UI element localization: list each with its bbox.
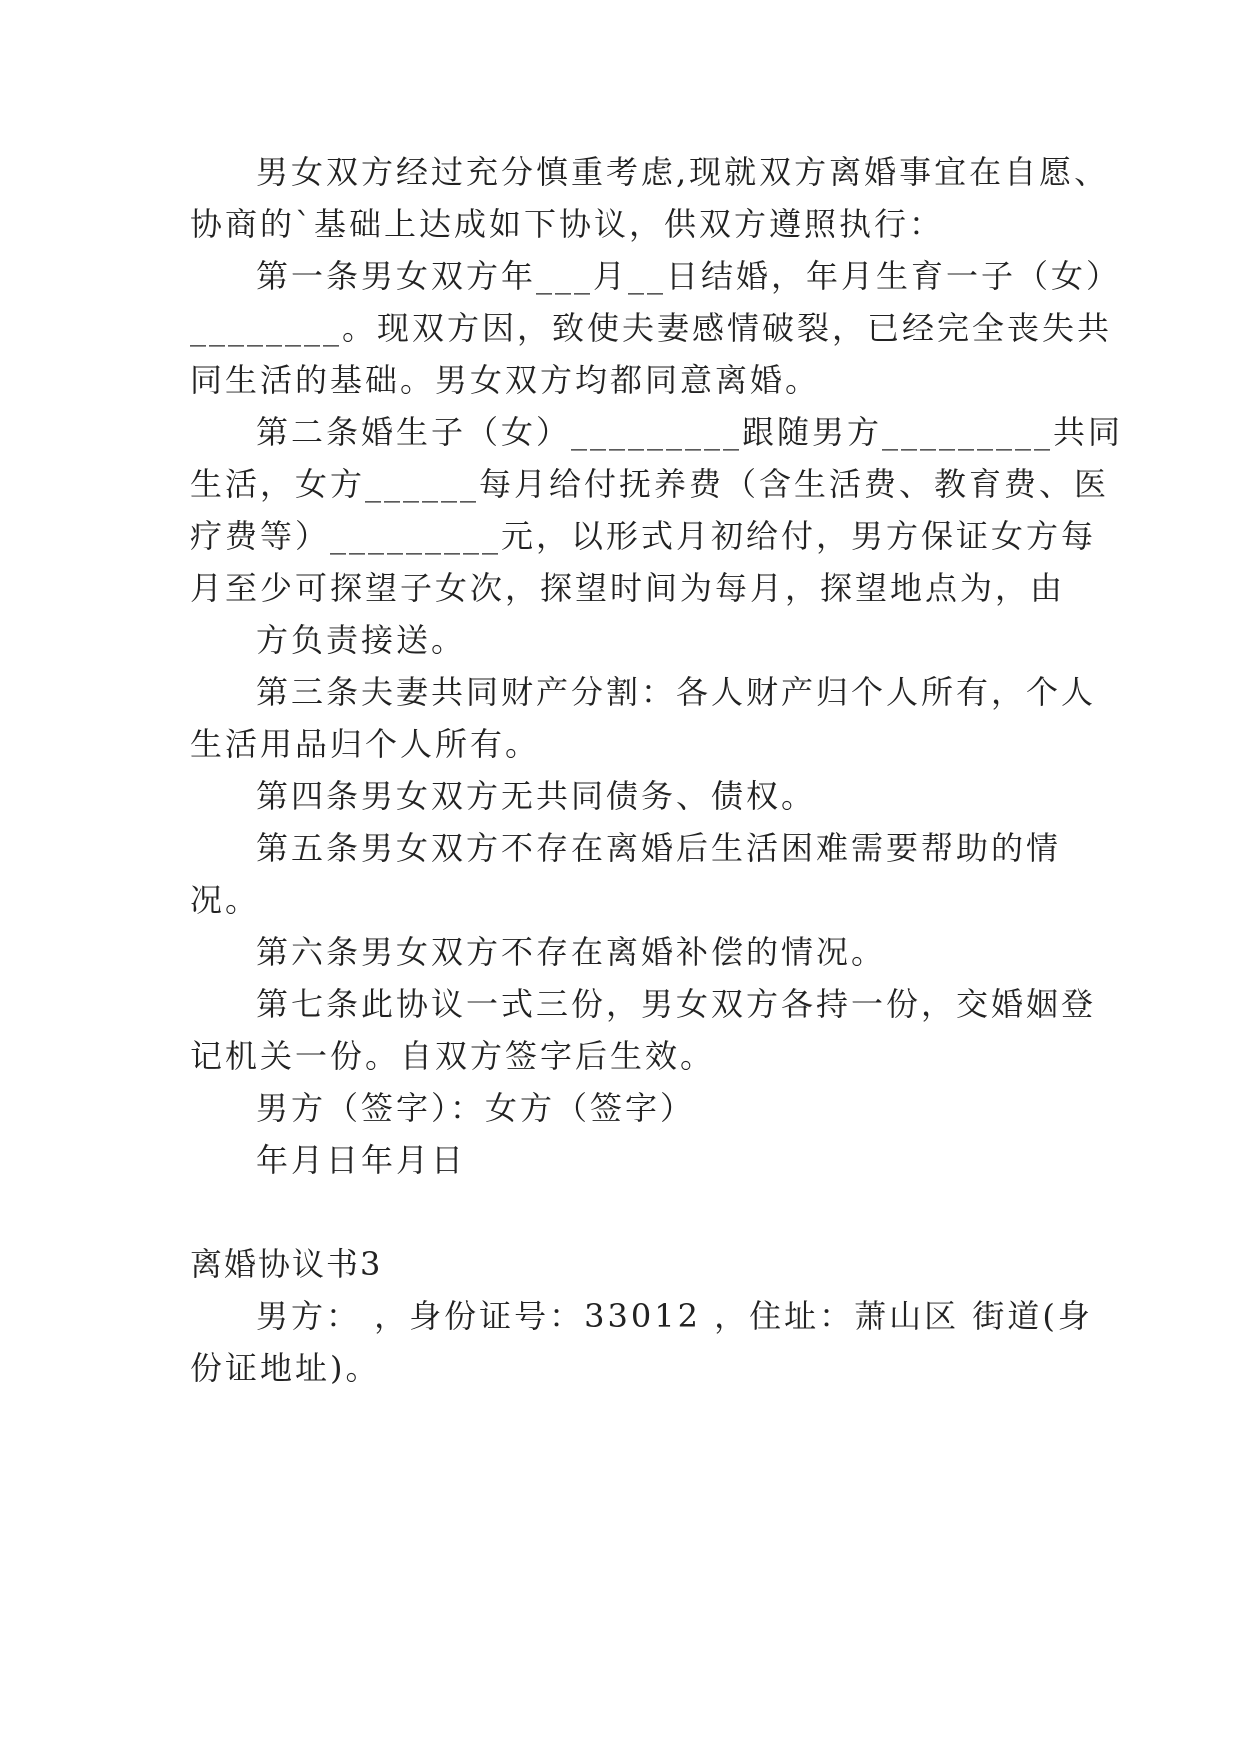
- article-4-line-1: 第四条男女双方无共同债务、债权。: [256, 777, 817, 815]
- article-3-line-2: 生活用品归个人所有。: [190, 725, 541, 763]
- male-party-line-2: 份证地址)。: [190, 1349, 381, 1387]
- article-2-line-3: 疗费等）_________元，以形式月初给付，男方保证女方每: [190, 517, 1097, 555]
- article-2-line-1: 第二条婚生子（女）_________跟随男方_________共同: [256, 413, 1124, 451]
- article-5-line-1: 第五条男女双方不存在离婚后生活困难需要帮助的情: [256, 829, 1062, 867]
- article-1-line-3: 同生活的基础。男女双方均都同意离婚。: [190, 361, 821, 399]
- article-6-line-1: 第六条男女双方不存在离婚补偿的情况。: [256, 933, 887, 971]
- signature-line: 男方（签字）：女方（签字）: [256, 1089, 696, 1127]
- paragraph-intro-line-1: 男女双方经过充分慎重考虑,现就双方离婚事宜在自愿、: [256, 153, 1110, 191]
- article-7-line-2: 记机关一份。自双方签字后生效。: [190, 1037, 716, 1075]
- article-3-line-1: 第三条夫妻共同财产分割：各人财产归个人所有，个人: [256, 673, 1097, 711]
- article-5-line-2: 况。: [190, 881, 261, 919]
- article-1-line-1: 第一条男女双方年___月__日结婚，年月生育一子（女）: [256, 257, 1122, 295]
- article-7-line-1: 第七条此协议一式三份，男女双方各持一份，交婚姻登: [256, 985, 1097, 1023]
- section-title: 离婚协议书3: [190, 1245, 383, 1283]
- article-2-line-2: 生活，女方______每月给付抚养费（含生活费、教育费、医: [190, 465, 1110, 503]
- paragraph-intro-line-2: 协商的`基础上达成如下协议，供双方遵照执行：: [190, 205, 945, 243]
- article-1-line-2: ________。现双方因，致使夫妻感情破裂，已经完全丧失共: [190, 309, 1113, 347]
- article-2-line-4: 月至少可探望子女次，探望时间为每月，探望地点为，由: [190, 569, 1066, 607]
- date-line: 年月日年月日: [256, 1141, 467, 1179]
- article-2-line-5: 方负责接送。: [256, 621, 467, 659]
- male-party-line-1: 男方： ，身份证号：33012 ，住址：萧山区 街道(身: [256, 1297, 1093, 1335]
